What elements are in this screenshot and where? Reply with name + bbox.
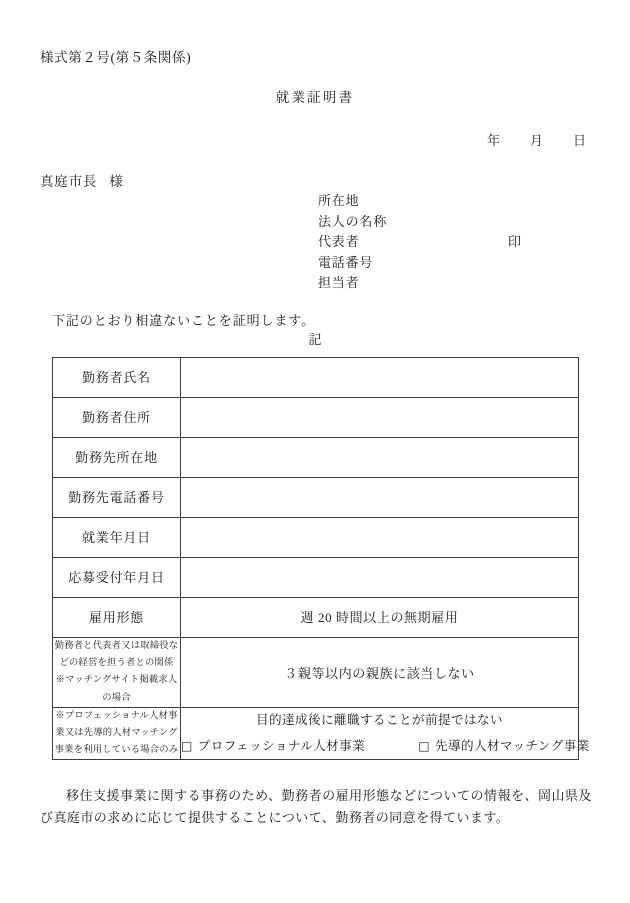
row-label-relationship <box>53 638 181 708</box>
table-row <box>53 478 579 518</box>
date-month-label: 月 <box>529 133 543 148</box>
row-label-employment-type: 雇用形態 <box>53 598 181 638</box>
row-label-workplace-address: 勤務先所在地 <box>53 438 181 478</box>
row-value-relationship[interactable]: ３親等以内の親族に該当しない <box>181 638 579 708</box>
row-value-employment-date[interactable] <box>181 518 579 558</box>
relationship-label-line-3: ※マッチングサイト掲載求人 <box>55 675 178 686</box>
row-value-program <box>181 707 590 760</box>
row-value-employment-type[interactable]: 週 20 時間以上の無期雇用 <box>181 598 579 638</box>
row-label-application-date: 応募受付年月日 <box>53 558 181 598</box>
addressee-name: 真庭市長 <box>40 174 98 189</box>
sender-row-location <box>318 191 387 212</box>
footer-consent-note: 移住支援事業に関する事務のため、勤務者の雇用形態などについての情報を、岡山県及び真庭市の求めに応じて提供することについて、勤務者の同意を得ています。 <box>40 788 592 826</box>
sender-label: 所在地 <box>318 193 360 208</box>
sender-block <box>318 191 522 294</box>
checkbox-empty-icon: □ <box>181 739 193 754</box>
program-label-line-3: 事業を利用している場合のみ <box>54 745 179 756</box>
checkbox-pioneering[interactable] <box>418 739 589 753</box>
relationship-label-line-4: の場合 <box>102 692 131 703</box>
sender-label: 代表者 <box>318 234 360 249</box>
table-row <box>53 518 579 558</box>
row-label-employee-address: 勤務者住所 <box>53 398 181 438</box>
table-row <box>53 558 579 598</box>
ki-mark: 記 <box>308 332 322 347</box>
table-row <box>53 638 579 708</box>
row-value-workplace-phone[interactable] <box>181 478 579 518</box>
program-statement: 目的達成後に離職することが前提ではない <box>256 712 503 727</box>
checkbox-professional-label: プロフェッショナル人材事業 <box>197 739 366 754</box>
program-options <box>181 735 590 758</box>
row-value-workplace-address[interactable] <box>181 438 579 478</box>
row-label-workplace-phone: 勤務先電話番号 <box>53 478 181 518</box>
checkbox-pioneering-label: 先導的人材マッチング事業 <box>435 739 590 754</box>
sender-label: 担当者 <box>318 275 360 290</box>
row-label-program <box>53 707 181 760</box>
sender-row-contact-person <box>318 273 387 294</box>
addressee <box>40 170 124 190</box>
row-value-employee-address[interactable] <box>181 398 579 438</box>
row-value-employee-name[interactable] <box>181 358 579 398</box>
sender-label: 法人の名称 <box>318 213 388 229</box>
table-row <box>53 358 579 398</box>
date-day-label: 日 <box>572 133 586 148</box>
seal-mark: 印 <box>508 234 522 249</box>
sender-label: 電話番号 <box>318 254 374 270</box>
document-title: 就業証明書 <box>275 90 355 105</box>
row-label-employee-name: 勤務者氏名 <box>53 358 181 398</box>
row-value-application-date[interactable] <box>181 558 579 598</box>
checkbox-professional[interactable] <box>181 739 365 753</box>
table-row <box>53 398 579 438</box>
sender-row-representative <box>318 232 522 253</box>
sender-row-phone <box>318 253 387 274</box>
relationship-label-line-2: どの経営を担う者との関係 <box>59 658 174 669</box>
certification-statement: 下記のとおり相違ないことを証明します。 <box>52 313 316 328</box>
date-year-label: 年 <box>486 133 500 148</box>
employment-details-table <box>52 357 590 760</box>
form-code: 様式第２号(第５条関係) <box>40 50 192 65</box>
relationship-label-line-1: 勤務者と代表者又は取締役な <box>54 641 179 651</box>
checkbox-empty-icon: □ <box>418 739 431 754</box>
sender-row-corporate-name <box>318 212 387 233</box>
table-row <box>53 707 579 760</box>
program-label-line-1: ※プロフェッショナル人材事 <box>55 710 178 721</box>
table-row <box>53 438 579 478</box>
addressee-honorific: 様 <box>109 174 124 189</box>
table-row <box>53 598 579 638</box>
date-line <box>0 130 586 149</box>
row-label-employment-date: 就業年月日 <box>53 518 181 558</box>
program-label-line-2: 業又は先導的人材マッチング <box>55 727 178 738</box>
